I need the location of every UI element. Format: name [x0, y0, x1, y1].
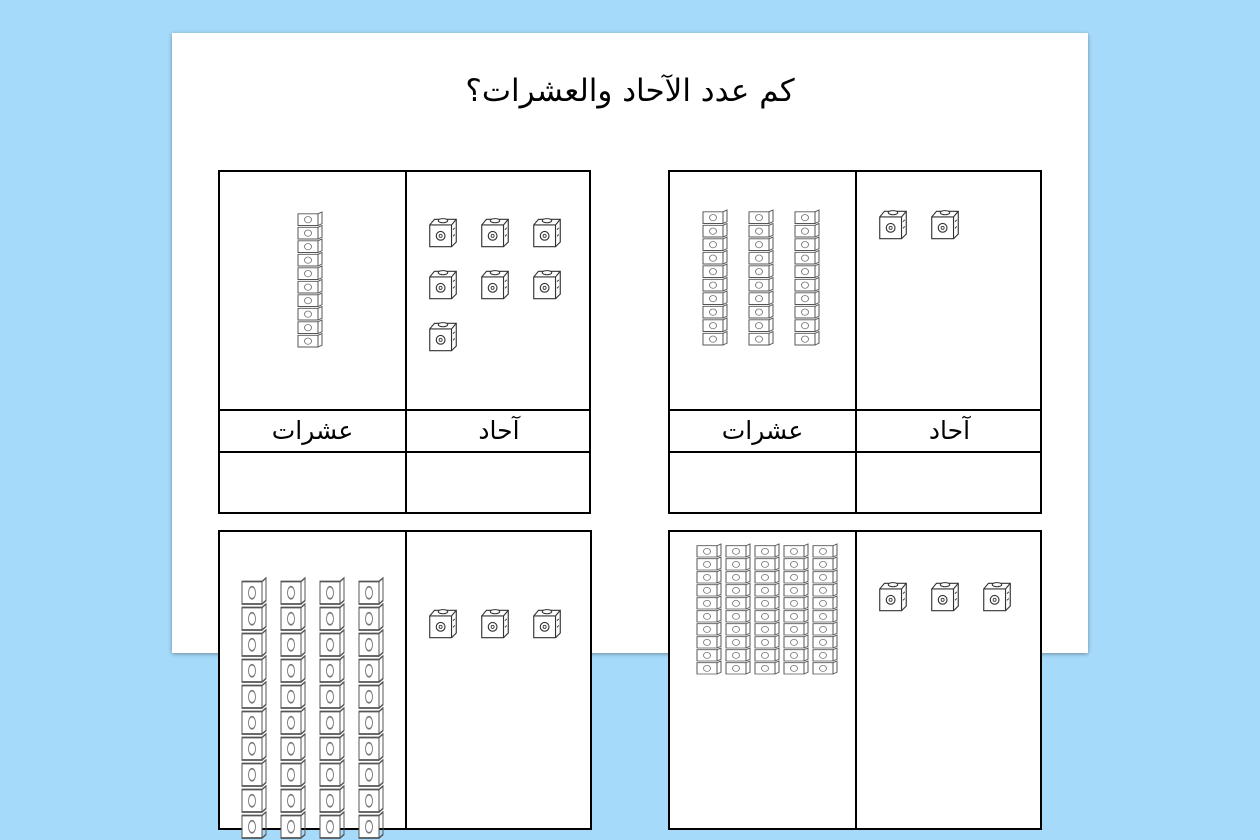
worksheet-title: كم عدد الآحاد والعشرات؟	[465, 73, 795, 109]
tens-rod	[357, 576, 385, 840]
ones-cube	[979, 580, 1015, 614]
ones-cube	[529, 216, 565, 250]
ones-answer-box[interactable]	[407, 453, 591, 514]
ones-cube	[529, 607, 565, 641]
problem-panel-bottom-right	[668, 530, 1042, 830]
tens-rod	[296, 210, 324, 349]
tens-rod	[318, 576, 346, 840]
tens-answer-box[interactable]	[670, 453, 855, 514]
ones-answer-box[interactable]	[857, 453, 1042, 514]
tens-rod	[782, 542, 810, 676]
ones-label: آحاد	[928, 416, 971, 445]
ones-cube	[477, 607, 513, 641]
worksheet-page	[172, 33, 1088, 653]
ones-cube	[927, 208, 963, 242]
ones-cube	[425, 607, 461, 641]
tens-rod	[724, 542, 752, 676]
tens-label: عشرات	[721, 416, 804, 445]
tens-rod	[695, 542, 723, 676]
ones-cube	[529, 268, 565, 302]
tens-rod	[240, 576, 268, 840]
tens-answer-box[interactable]	[220, 453, 405, 514]
ones-cube	[875, 208, 911, 242]
ones-cube	[477, 268, 513, 302]
tens-rod	[747, 208, 775, 347]
tens-rod	[753, 542, 781, 676]
ones-cube	[425, 320, 461, 354]
tens-rod	[279, 576, 307, 840]
ones-label: آحاد	[478, 416, 520, 445]
problem-panel-top-left	[218, 170, 591, 514]
ones-cube	[927, 580, 963, 614]
ones-cube	[425, 268, 461, 302]
ones-cube	[425, 216, 461, 250]
ones-cube	[875, 580, 911, 614]
tens-rod	[811, 542, 839, 676]
problem-panel-bottom-left	[218, 530, 592, 830]
column-divider	[405, 532, 407, 828]
ones-cube	[477, 216, 513, 250]
tens-label: عشرات	[271, 416, 354, 445]
tens-rod	[701, 208, 729, 347]
problem-panel-top-right	[668, 170, 1042, 514]
tens-rod	[793, 208, 821, 347]
column-divider	[855, 532, 857, 828]
